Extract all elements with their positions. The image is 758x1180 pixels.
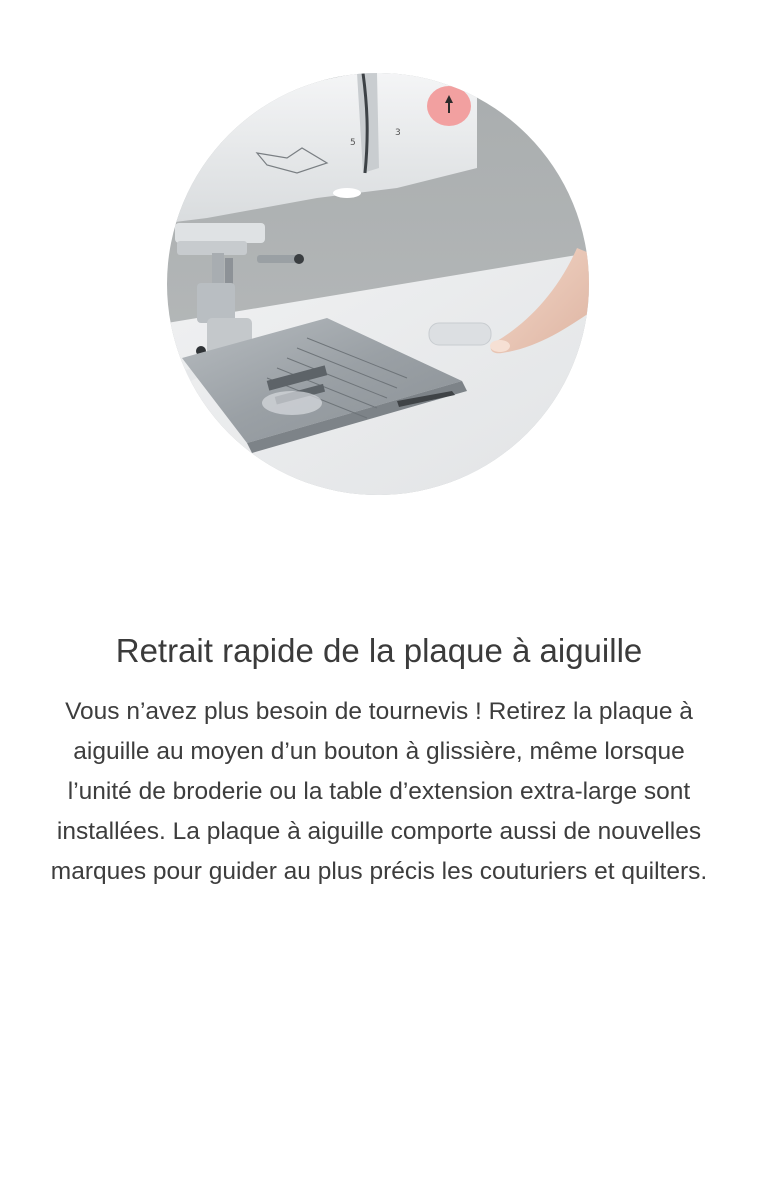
feature-description: Vous n’avez plus besoin de tournevis ! Retirez la plaque à aiguille au moyen d’un bouton à glissière, même lorsque l’unité de broderie ou la table d’extension extra-large sont installées. La plaque à aiguille comporte aussi de nouvelles marques pour guider au plus précis les couturiers et quilters. bbox=[50, 698, 708, 885]
feature-title: Retrait rapide de la plaque à aiguille bbox=[115, 632, 643, 669]
svg-text:3: 3 bbox=[395, 128, 401, 138]
needle-plate-photo bbox=[167, 73, 589, 495]
svg-text:5: 5 bbox=[350, 138, 356, 148]
